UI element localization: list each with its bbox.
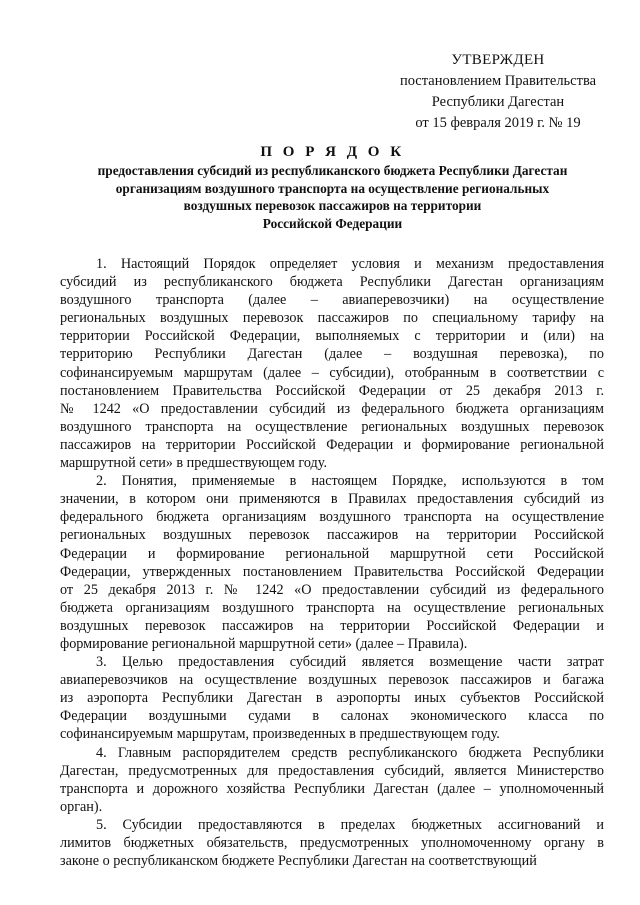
paragraph-line: пассажиров на территории Российской Федерации и формирование региональной (60, 436, 604, 453)
paragraph-line: Федерации воздушными судами в салонах экономического класса по (60, 708, 604, 725)
paragraph-line: Дагестан, предусмотренных для предоставления субсидий, является Министерство (60, 762, 604, 779)
paragraph-line: формирование региональной маршрутной сети» (далее – Правила). (60, 635, 468, 652)
paragraph-line: транспорта и дорожного хозяйства Республики Дагестан (далее – уполномоченный (60, 780, 604, 797)
paragraph-line: от 25 декабря 2013 г. № 1242 «О предоставлении субсидий из федерального (60, 581, 604, 598)
paragraph-line: законе о республиканском бюджете Республики Дагестан на соответствующий (60, 853, 537, 870)
document-heading (60, 142, 605, 232)
approval-line-3: от 15 февраля 2019 г. № 19 (415, 115, 581, 131)
paragraph-5 (60, 816, 604, 870)
paragraph-line: воздушного транспорта на осуществление региональных воздушных перевозок (60, 418, 604, 435)
paragraph-line: воздушных перевозок пассажиров на территории Российской Федерации и (60, 617, 604, 634)
paragraph-line: региональных воздушных перевозок пассажиров на территории Российской (60, 527, 604, 544)
document-body (60, 255, 604, 870)
document-subtitle-line: Российской Федерации (262, 215, 403, 231)
paragraph-line: 1. Настоящий Порядок определяет условия и механизм предоставления (96, 256, 604, 272)
paragraph-4 (60, 744, 604, 816)
paragraph-line: значении, в котором они применяются в Правилах предоставления субсидий из (60, 491, 604, 508)
paragraph-line: бюджета организациям воздушного транспорта на осуществление региональных (60, 599, 604, 616)
paragraph-line: федерального бюджета организациям воздушного транспорта на осуществление (60, 509, 604, 526)
paragraph-line: региональных воздушных перевозок пассажиров по специальному тарифу на (60, 310, 604, 327)
approval-line-1: постановлением Правительства (399, 73, 597, 89)
paragraph-line: территорию Республики Дагестан (далее – воздушная перевозка), по (60, 346, 604, 363)
document-subtitle-line: организациям воздушного транспорта на осуществление региональных (115, 180, 550, 196)
paragraph-line: постановлением Правительства Российской Федерации от 25 декабря 2013 г. (60, 382, 604, 399)
approval-stamp (378, 50, 618, 134)
paragraph-line: территории Российской Федерации, выполняемых с территории и (или) на (60, 328, 604, 345)
paragraph-line: воздушного транспорта (далее – авиаперевозчики) на осуществление (60, 292, 604, 309)
paragraph-2 (60, 472, 604, 653)
paragraph-line: субсидий из республиканского бюджета Республики Дагестан организациям (60, 274, 604, 291)
paragraph-line: Федерации, утвержденных постановлением Правительства Российской Федерации (60, 563, 604, 580)
paragraph-line: 2. Понятия, применяемые в настоящем Порядке, используются в том (96, 473, 604, 490)
paragraph-line: лимитов бюджетных обязательств, предусмотренных уполномоченному органу в (60, 835, 604, 851)
paragraph-line: маршрутной сети» в предшествующем году. (60, 455, 327, 472)
paragraph-line: из аэропорта Республики Дагестан в аэропорты иных субъектов Российской (60, 690, 604, 707)
document-subtitle-line: предоставления субсидий из республиканского бюджета Республики Дагестан (97, 163, 568, 178)
paragraph-line: орган). (60, 798, 103, 815)
paragraph-1 (60, 255, 604, 472)
paragraph-line: № 1242 «О предоставлении субсидий из федерального бюджета организациям (60, 400, 604, 417)
paragraph-line: 3. Целью предоставления субсидий является возмещение части затрат (96, 654, 604, 671)
approval-title: УТВЕРЖДЕН (451, 52, 545, 68)
document-title: П О Р Я Д О К (260, 144, 405, 160)
paragraph-line: 5. Субсидии предоставляются в пределах бюджетных ассигнований и (96, 816, 604, 833)
paragraph-line: 4. Главным распорядителем средств республиканского бюджета Республики (96, 744, 604, 761)
paragraph-line: софинансируемым маршрутам (далее – субсидии), отобранным в соответствии с (60, 364, 604, 381)
paragraph-line: софинансируемым маршрутам, произведенных в предшествующем году. (60, 726, 500, 743)
approval-line-2: Республики Дагестан (431, 94, 565, 110)
paragraph-3 (60, 653, 604, 743)
paragraph-line: авиаперевозчиков на осуществление воздушных перевозок пассажиров и багажа (60, 672, 604, 689)
paragraph-line: Федерации и формирование региональной маршрутной сети Российской (60, 545, 604, 562)
document-subtitle-line: воздушных перевозок пассажиров на территории (183, 198, 482, 213)
